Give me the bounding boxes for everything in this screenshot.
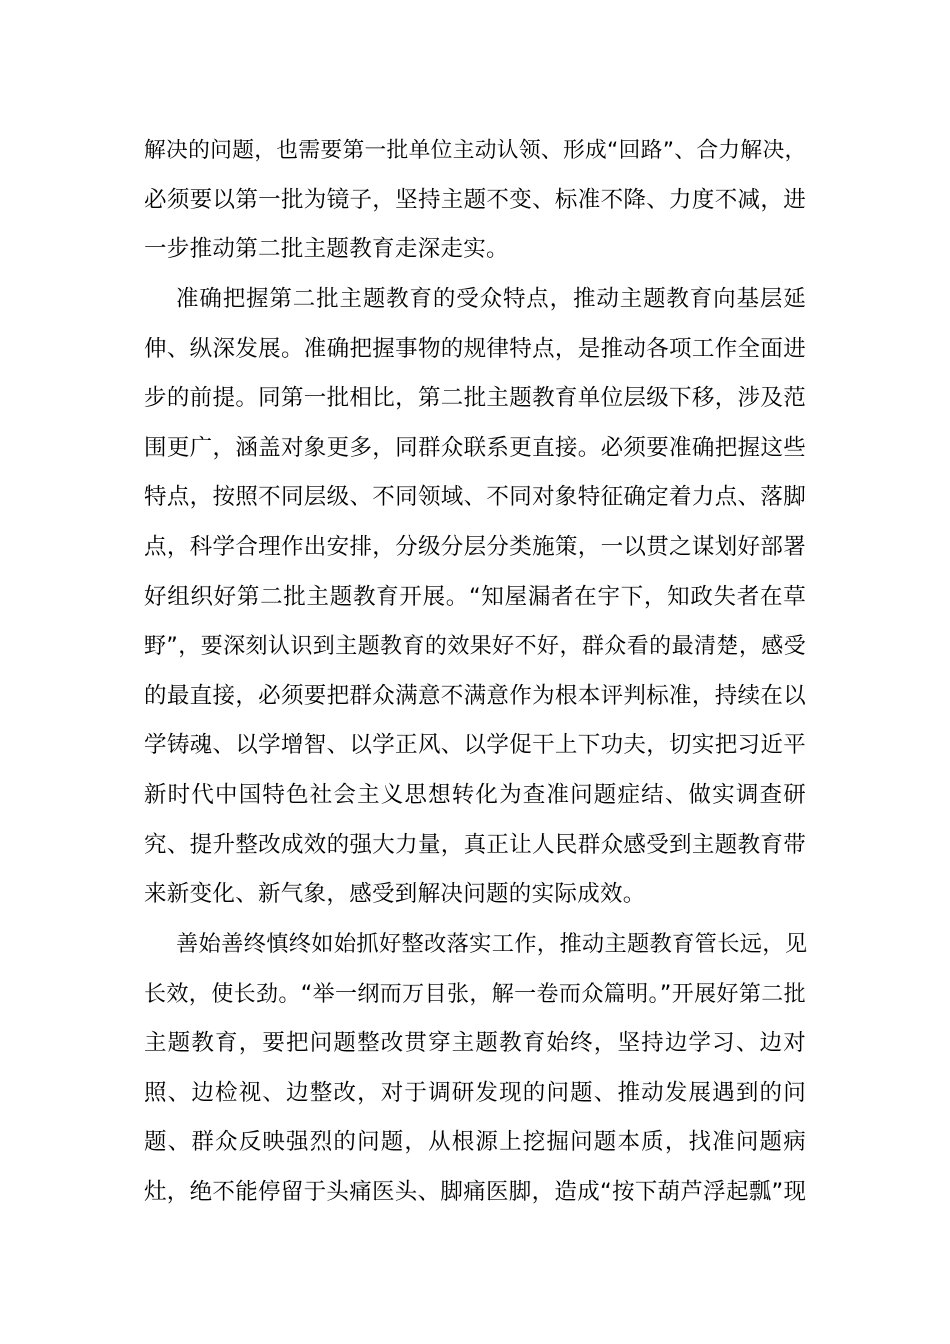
text-line: 解决的问题，也需要第一批单位主动认领、形成“回路”、合力解决， [144, 138, 807, 163]
paragraph-1 [144, 126, 806, 275]
text-line: 灶，绝不能停留于头痛医头、脚痛医脚，造成“按下葫芦浮起瓢”现 [144, 1178, 807, 1205]
paragraph-2 [144, 275, 806, 920]
text-line: 野”，要深刻认识到主题教育的效果好不好，群众看的最清楚，感受 [144, 634, 806, 660]
text-line: 主题教育，要把问题整改贯穿主题教育始终，坚持边学习、边对 [144, 1030, 806, 1057]
text-line: 准确把握第二批主题教育的受众特点，推动主题教育向基层延 [176, 286, 806, 312]
text-line: 的最直接，必须要把群众满意不满意作为根本评判标准，持续在以 [144, 682, 806, 709]
text-line: 好组织好第二批主题教育开展。“知屋漏者在宇下，知政失者在草 [144, 583, 806, 610]
text-line: 照、边检视、边整改，对于调研发现的问题、推动发展遇到的问 [144, 1079, 806, 1106]
paragraph-3 [144, 920, 806, 1218]
text-line: 一步推动第二批主题教育走深走实。 [144, 236, 509, 263]
text-line: 来新变化、新气象，感受到解决问题的实际成效。 [144, 881, 646, 908]
text-line: 特点，按照不同层级、不同领域、不同对象特征确定着力点、落脚 [144, 484, 806, 511]
text-line: 围更广，涵盖对象更多，同群众联系更直接。必须要准确把握这些 [144, 434, 806, 461]
text-line: 新时代中国特色社会主义思想转化为查准问题症结、做实调查研 [144, 781, 806, 808]
text-line: 点，科学合理作出安排，分级分层分类施策，一以贯之谋划好部署 [144, 533, 806, 560]
text-line: 伸、纵深发展。准确把握事物的规律特点，是推动各项工作全面进 [144, 335, 806, 362]
text-line: 题、群众反映强烈的问题，从根源上挖掘问题本质，找准问题病 [144, 1129, 806, 1156]
text-line: 必须要以第一批为镜子，坚持主题不变、标准不降、力度不减，进 [144, 186, 806, 213]
text-line: 善始善终慎终如始抓好整改落实工作，推动主题教育管长远，见 [176, 931, 808, 957]
text-line: 长效，使长劲。“举一纲而万目张，解一卷而众篇明。”开展好第二批 [144, 981, 806, 1007]
text-line: 步的前提。同第一批相比，第二批主题教育单位层级下移，涉及范 [144, 385, 806, 412]
text-line: 学铸魂、以学增智、以学正风、以学促干上下功夫，切实把习近平 [144, 732, 806, 759]
text-line: 究、提升整改成效的强大力量，真正让人民群众感受到主题教育带 [144, 831, 806, 858]
